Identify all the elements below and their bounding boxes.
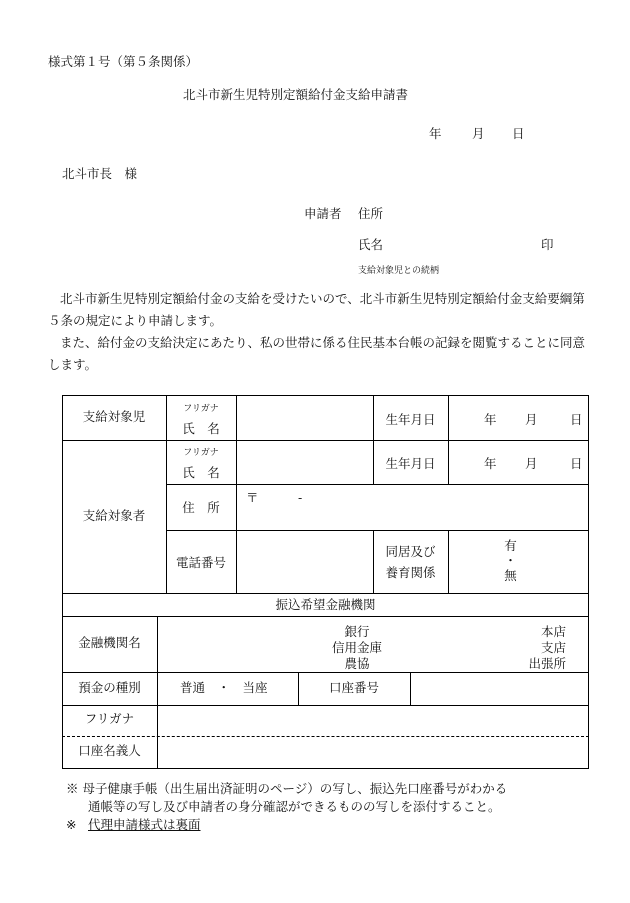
table-line [373,530,374,594]
cohab-no: 無 [504,568,517,583]
child-label: 支給対象児 [82,409,146,424]
table-line [62,395,589,396]
address-label: 住 所 [182,500,220,515]
body-paragraph-2: また、給付金の支給決定にあたり、私の世帯に係る住民基本台帳の記録を閲覧することに同意します。 [48,335,586,372]
recipient-birth-day: 日 [570,456,583,471]
child-birth-label: 生年月日 [385,412,436,427]
cohab-label-line1: 同居及び [385,544,436,559]
seal-label: 印 [541,237,554,252]
note-1-line-1: ※ 母子健康手帳（出生届出済証明のページ）の写し、振込先口座番号がわかる [66,781,508,796]
deposit-options: 普通 ・ 当座 [180,680,268,695]
postal-mark: 〒 [246,490,259,505]
applicant-label: 申請者 [304,206,342,221]
table-line [62,616,589,617]
child-birth-month: 月 [525,412,538,427]
applicant-address-label: 住所 [358,206,384,221]
table-line [410,672,411,706]
recipient-label: 支給対象者 [82,508,146,523]
table-line [157,616,158,769]
table-line [62,440,589,441]
date-year: 年 [429,126,442,141]
table-line [166,530,589,531]
note-1-line-2: 通帳等の写し及び申請者の身分確認ができるものの写しを添付すること。 [88,799,501,814]
branch-branch: 支店 [540,640,566,655]
date-day: 日 [512,126,525,141]
addressee: 北斗市長 様 [62,166,138,181]
note-2-mark: ※ [66,817,77,832]
child-name-label: 氏 名 [182,421,220,436]
institution-nokyo: 農協 [344,656,370,671]
child-birth-day: 日 [570,412,583,427]
cohab-label-line2: 養育関係 [385,565,436,580]
cohab-dot: ・ [504,553,517,568]
recipient-birth-year: 年 [484,456,497,471]
applicant-name-label: 氏名 [358,237,384,252]
child-furigana-label: フリガナ [183,404,219,414]
child-birth-year: 年 [484,412,497,427]
recipient-furigana-label: フリガナ [183,448,219,458]
table-line [236,395,237,594]
institution-bank: 銀行 [344,624,370,639]
table-dashed-line [62,736,589,737]
holder-furigana-label: フリガナ [84,711,135,726]
recipient-birth-label: 生年月日 [385,456,436,471]
institution-shinkin: 信用金庫 [331,640,382,655]
note-2-text: 代理申請様式は裏面 [88,817,201,832]
recipient-birth-month: 月 [525,456,538,471]
phone-label: 電話番号 [175,555,226,570]
holder-label: 口座名義人 [78,743,141,758]
branch-main: 本店 [540,624,566,639]
table-line [62,768,589,769]
branch-office: 出張所 [528,656,566,671]
recipient-name-label: 氏 名 [182,465,220,480]
table-line [62,705,589,706]
table-line [448,395,449,485]
date-month: 月 [472,126,485,141]
account-number-label: 口座番号 [328,680,379,695]
institution-label: 金融機関名 [78,635,141,650]
deposit-label: 預金の種別 [78,680,141,695]
postal-dash: - [298,490,303,505]
form-title: 北斗市新生児特別定額給付金支給申請書 [183,87,409,102]
table-line [166,484,589,485]
relation-label: 支給対象児との続柄 [358,266,440,276]
body-paragraph-1: 北斗市新生児特別定額給付金の支給を受けたいので、北斗市新生児特別定額給付金支給要綱第５条の規定により申請します。 [48,291,585,328]
form-number: 様式第１号（第５条関係） [48,54,199,69]
table-line [588,395,589,769]
cohab-yes: 有 [504,538,517,553]
table-line [62,593,589,594]
bank-header: 振込希望金融機関 [275,597,376,612]
